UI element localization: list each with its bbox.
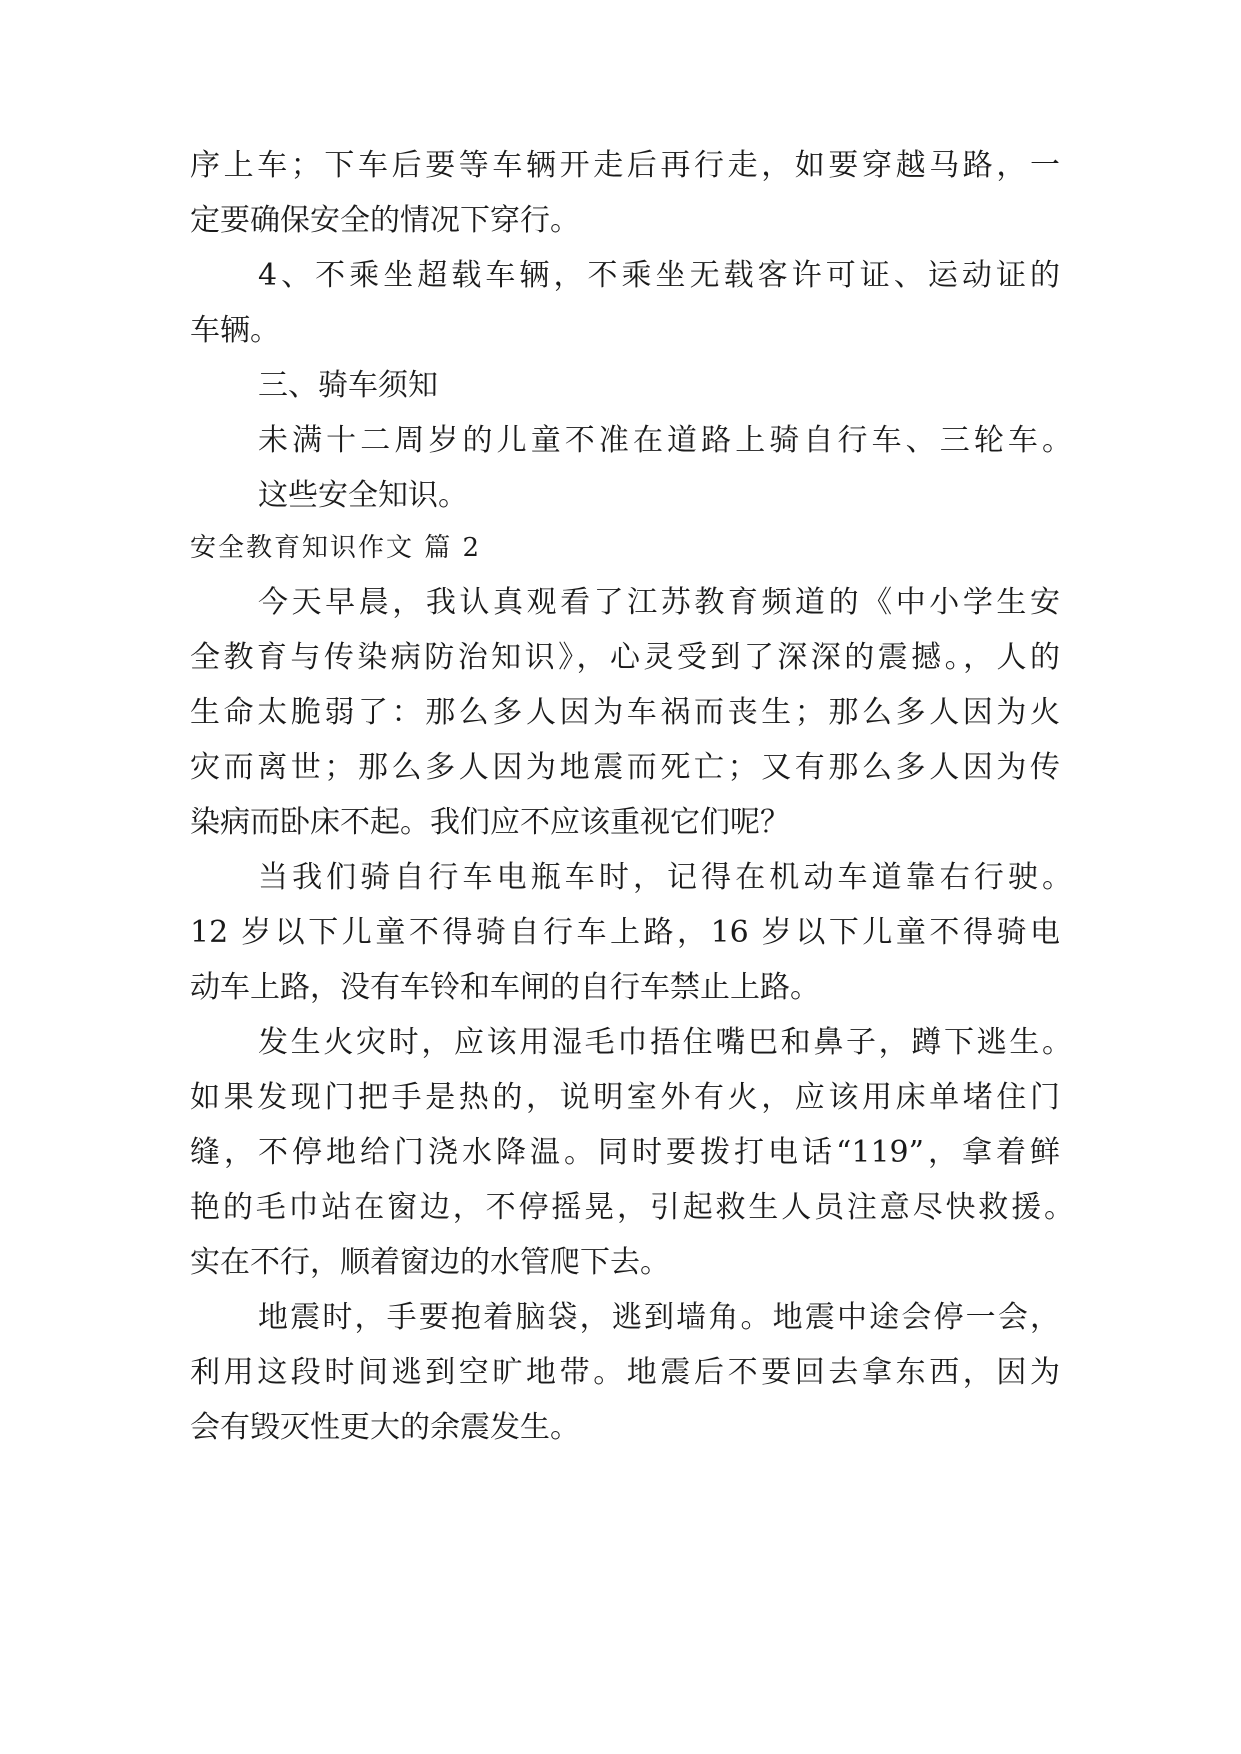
text-line: 会有毁灭性更大的余震发生。: [190, 1410, 580, 1445]
text-line: 动车上路，没有车铃和车闸的自行车禁止上路。: [190, 970, 820, 1005]
text-line: 当我们骑自行车电瓶车时，记得在机动车道靠右行驶。: [258, 860, 1072, 895]
text-line: 全教育与传染病防治知识》，心灵受到了深深的震撼。，人的: [190, 640, 1060, 675]
text-line: 生命太脆弱了：那么多人因为车祸而丧生；那么多人因为火: [190, 695, 1060, 730]
text-line: 艳的毛巾站在窗边，不停摇晃，引起救生人员注意尽快救援。: [190, 1190, 1074, 1225]
text-line: 今天早晨，我认真观看了江苏教育频道的《中小学生安: [258, 585, 1060, 620]
text-line: 地震时，手要抱着脑袋，逃到墙角。地震中途会停一会，: [258, 1300, 1060, 1335]
text-line: 实在不行，顺着窗边的水管爬下去。: [190, 1245, 670, 1280]
text-line: 缝，不停地给门浇水降温。同时要拨打电话“119”，拿着鲜: [190, 1135, 1060, 1170]
text-line: 12 岁以下儿童不得骑自行车上路，16 岁以下儿童不得骑电: [190, 915, 1060, 950]
text-line: 灾而离世；那么多人因为地震而死亡；又有那么多人因为传: [190, 750, 1060, 785]
text-line: 发生火灾时，应该用湿毛巾捂住嘴巴和鼻子，蹲下逃生。: [258, 1025, 1072, 1060]
text-line: 4、不乘坐超载车辆，不乘坐无载客许可证、运动证的: [258, 258, 1060, 293]
text-line: 这些安全知识。: [258, 478, 468, 513]
text-line: 利用这段时间逃到空旷地带。地震后不要回去拿东西，因为: [190, 1355, 1060, 1390]
text-line: 染病而卧床不起。我们应不应该重视它们呢？: [190, 805, 790, 840]
text-line: 未满十二周岁的儿童不准在道路上骑自行车、三轮车。: [258, 423, 1072, 458]
text-line: 如果发现门把手是热的，说明室外有火，应该用床单堵住门: [190, 1080, 1060, 1115]
text-line: 序上车；下车后要等车辆开走后再行走，如要穿越马路，一: [190, 148, 1060, 183]
text-line: 定要确保安全的情况下穿行。: [190, 203, 580, 238]
text-line: 车辆。: [190, 313, 280, 348]
section-heading: 三、骑车须知: [258, 368, 438, 403]
essay-title: 安全教育知识作文 篇 2: [190, 533, 482, 563]
